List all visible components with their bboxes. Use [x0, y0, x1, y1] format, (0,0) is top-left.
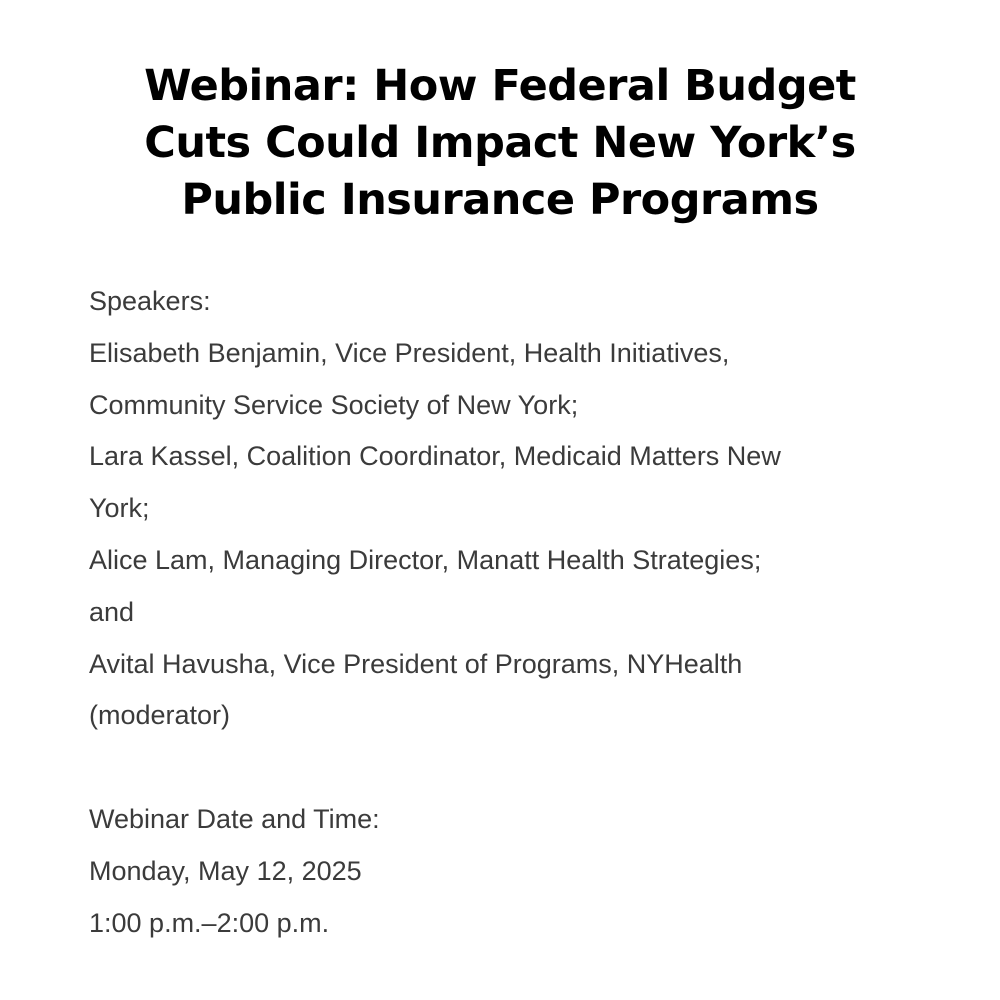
speakers-heading: Speakers: [89, 286, 211, 316]
speaker-line: Community Service Society of New York; [89, 389, 579, 420]
speaker-line: Elisabeth Benjamin, Vice President, Health Initiatives, [89, 337, 730, 368]
webinar-time: 1:00 p.m.–2:00 p.m. [89, 907, 330, 938]
schedule-heading: Webinar Date and Time: [89, 803, 380, 834]
schedule-section [89, 794, 889, 949]
title-line: Cuts Could Impact New York’s [144, 118, 856, 168]
webinar-title [0, 58, 1000, 229]
webinar-date: Monday, May 12, 2025 [89, 855, 362, 886]
title-line: Webinar: How Federal Budget [144, 61, 856, 111]
speakers-section [89, 276, 889, 742]
speaker-line: and [89, 596, 135, 627]
speaker-line: (moderator) [89, 700, 231, 731]
title-line: Public Insurance Programs [181, 175, 819, 225]
speaker-line: Avital Havusha, Vice President of Programs, NYHealth [89, 648, 743, 679]
section-spacer [89, 742, 889, 794]
speaker-line: York; [89, 493, 150, 524]
speaker-line: Lara Kassel, Coalition Coordinator, Medicaid Matters New [89, 441, 781, 472]
speaker-line: Alice Lam, Managing Director, Manatt Health Strategies; [89, 544, 762, 575]
webinar-details [89, 276, 889, 949]
